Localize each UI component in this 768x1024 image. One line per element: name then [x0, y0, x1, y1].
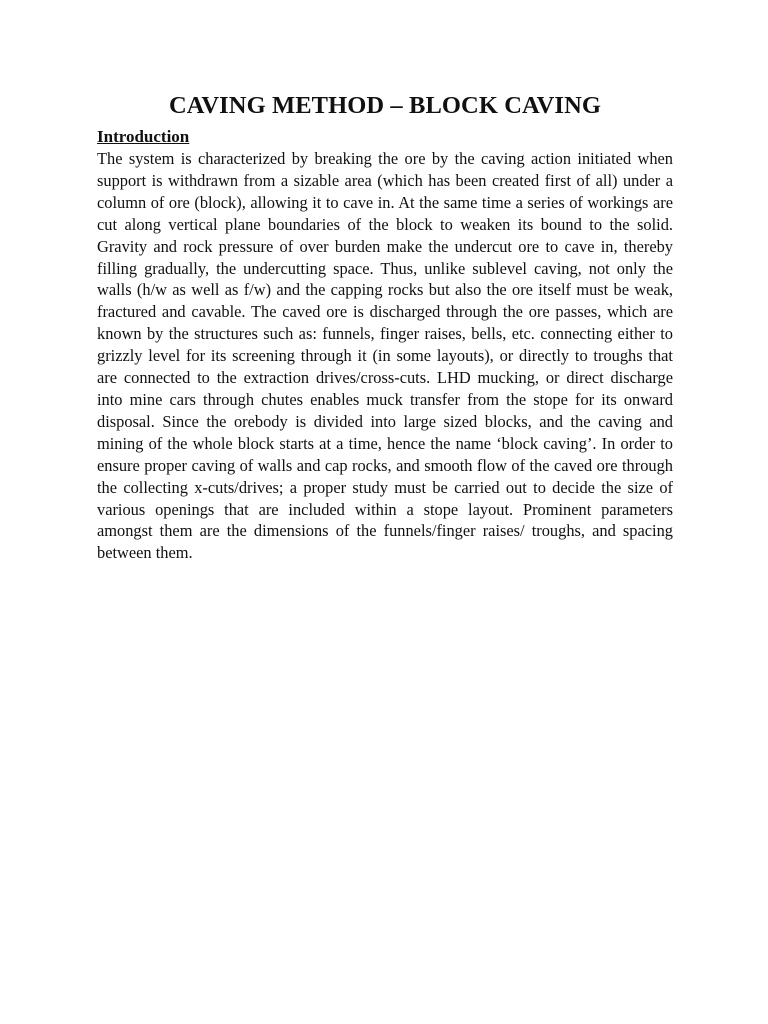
intro-paragraph: The system is characterized by breaking the ore by the caving action initiated when support is withdrawn from a sizable area (which has been created first of all) under a column of ore (block), allowing it to cave in. At the same time a series of workings are cut along vertical plane boundaries of the block to weaken its bound to the solid. Gravity and rock pressure of over burden make the undercut ore to cave in, thereby filling gradually, the undercutting space. Thus, unlike sublevel caving, not only the walls (h/w as well as f/w) and the capping rocks but also the ore itself must be weak, fractured and cavable. The caved ore is discharged through the ore passes, which are known by the structures such as: funnels, finger raises, bells, etc. connecting either to grizzly level for its screening through it (in some layouts), or directly to troughs that are connected to the extraction drives/cross-cuts. LHD mucking, or direct discharge into mine cars through chutes enables muck transfer from the stope for its onward disposal. Since the orebody is divided into large sized blocks, and the caving and mining of the whole block starts at a time, hence the name ‘block caving’. In order to ensure proper caving of walls and cap rocks, and smooth flow of the caved ore through the collecting x-cuts/drives; a proper study must be carried out to decide the size of various openings that are included within a stope layout. Prominent parameters amongst them are the dimensions of the funnels/finger raises/ troughs, and spacing between them.	[97, 149, 673, 563]
document-title: CAVING METHOD – BLOCK CAVING	[168, 92, 602, 119]
document-page	[97, 92, 673, 564]
section-heading: Introduction	[97, 127, 190, 146]
